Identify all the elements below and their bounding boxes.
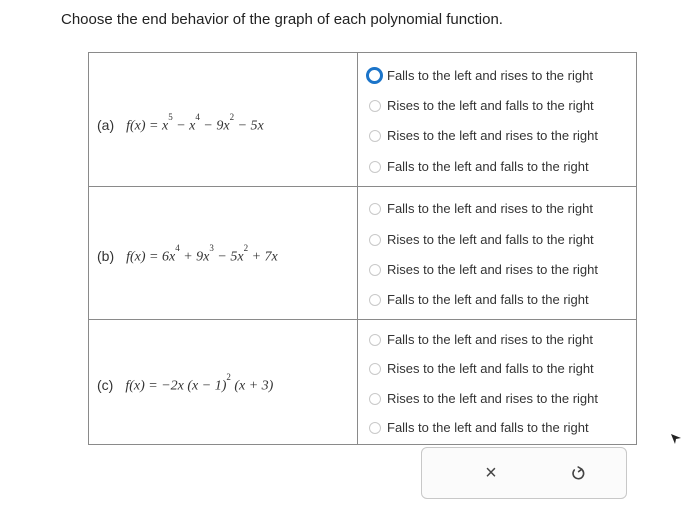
- radio-button[interactable]: [366, 67, 383, 84]
- expr-term: + 7x: [248, 249, 278, 265]
- option-label: Falls to the left and falls to the right: [387, 159, 589, 174]
- function-expression: [97, 372, 274, 395]
- option-label: Rises to the left and falls to the right: [387, 98, 594, 113]
- radio-button[interactable]: [369, 161, 381, 173]
- option-label: Falls to the left and rises to the right: [387, 332, 593, 347]
- option-label: Falls to the left and falls to the right: [387, 420, 589, 435]
- option-c-falls-left-falls-right[interactable]: [369, 420, 589, 435]
- exponent: 5: [168, 112, 173, 122]
- option-b-rises-left-rises-right[interactable]: [369, 262, 598, 277]
- undo-button[interactable]: [565, 460, 591, 486]
- expr-term: f(x) = x: [126, 118, 169, 134]
- expr-term: + 9x: [179, 249, 210, 265]
- option-b-rises-left-falls-right[interactable]: [369, 232, 594, 247]
- answer-action-bar: [421, 447, 627, 499]
- option-a-rises-left-falls-right[interactable]: [369, 98, 594, 113]
- option-label: Rises to the left and falls to the right: [387, 232, 594, 247]
- exponent: 4: [195, 112, 200, 122]
- x-icon: ×: [485, 461, 497, 484]
- expr-term: f(x) = −2x (x − 1): [125, 378, 227, 394]
- function-cell: [89, 187, 358, 319]
- part-label: (c): [97, 376, 114, 393]
- radio-button[interactable]: [369, 130, 381, 142]
- option-b-falls-left-falls-right[interactable]: [369, 292, 589, 307]
- option-label: Rises to the left and rises to the right: [387, 391, 598, 406]
- expr-term: − x: [172, 118, 196, 134]
- radio-button[interactable]: [369, 363, 381, 375]
- problem-table: [88, 52, 637, 445]
- option-label: Falls to the left and falls to the right: [387, 292, 589, 307]
- exponent: 2: [243, 243, 249, 253]
- clear-button[interactable]: [478, 460, 504, 486]
- part-label: (b): [97, 247, 115, 264]
- options-cell: [357, 320, 636, 444]
- undo-icon: [570, 465, 586, 481]
- radio-button[interactable]: [369, 203, 381, 215]
- exponent: 2: [226, 372, 231, 382]
- radio-button[interactable]: [369, 422, 381, 434]
- expr-term: f(x) = 6x: [126, 249, 176, 265]
- exponent: 3: [209, 243, 214, 253]
- radio-button[interactable]: [369, 334, 381, 346]
- radio-button[interactable]: [369, 393, 381, 405]
- function-cell: [89, 53, 358, 186]
- expr-term: − 5x: [234, 118, 264, 134]
- mouse-cursor-icon: [670, 433, 682, 445]
- options-cell: [357, 53, 636, 186]
- option-b-falls-left-rises-right[interactable]: [369, 201, 593, 216]
- expr-term: − 9x: [199, 118, 230, 134]
- option-a-rises-left-rises-right[interactable]: [369, 128, 598, 143]
- option-a-falls-left-rises-right[interactable]: [369, 67, 593, 84]
- option-a-falls-left-falls-right[interactable]: [369, 159, 589, 174]
- problem-row-c: [89, 319, 636, 444]
- instruction-text: Choose the end behavior of the graph of each polynomial function.: [61, 11, 503, 28]
- option-c-rises-left-falls-right[interactable]: [369, 361, 594, 376]
- radio-button[interactable]: [369, 234, 381, 246]
- option-c-rises-left-rises-right[interactable]: [369, 391, 598, 406]
- option-label: Rises to the left and rises to the right: [387, 262, 598, 277]
- option-label: Falls to the left and rises to the right: [387, 201, 593, 216]
- radio-button[interactable]: [369, 294, 381, 306]
- option-c-falls-left-rises-right[interactable]: [369, 332, 593, 347]
- option-label: Rises to the left and falls to the right: [387, 361, 594, 376]
- problem-row-a: [89, 53, 636, 186]
- function-cell: [89, 320, 358, 444]
- expr-term: − 5x: [213, 249, 244, 265]
- exponent: 2: [229, 112, 235, 122]
- exponent: 4: [175, 243, 180, 253]
- radio-button[interactable]: [369, 264, 381, 276]
- option-label: Rises to the left and rises to the right: [387, 128, 598, 143]
- problem-row-b: [89, 186, 636, 319]
- function-expression: [97, 243, 278, 266]
- radio-button[interactable]: [369, 100, 381, 112]
- option-label: Falls to the left and rises to the right: [387, 68, 593, 83]
- function-expression: [97, 112, 264, 135]
- expr-term: (x + 3): [230, 378, 274, 394]
- options-cell: [357, 187, 636, 319]
- part-label: (a): [97, 116, 115, 133]
